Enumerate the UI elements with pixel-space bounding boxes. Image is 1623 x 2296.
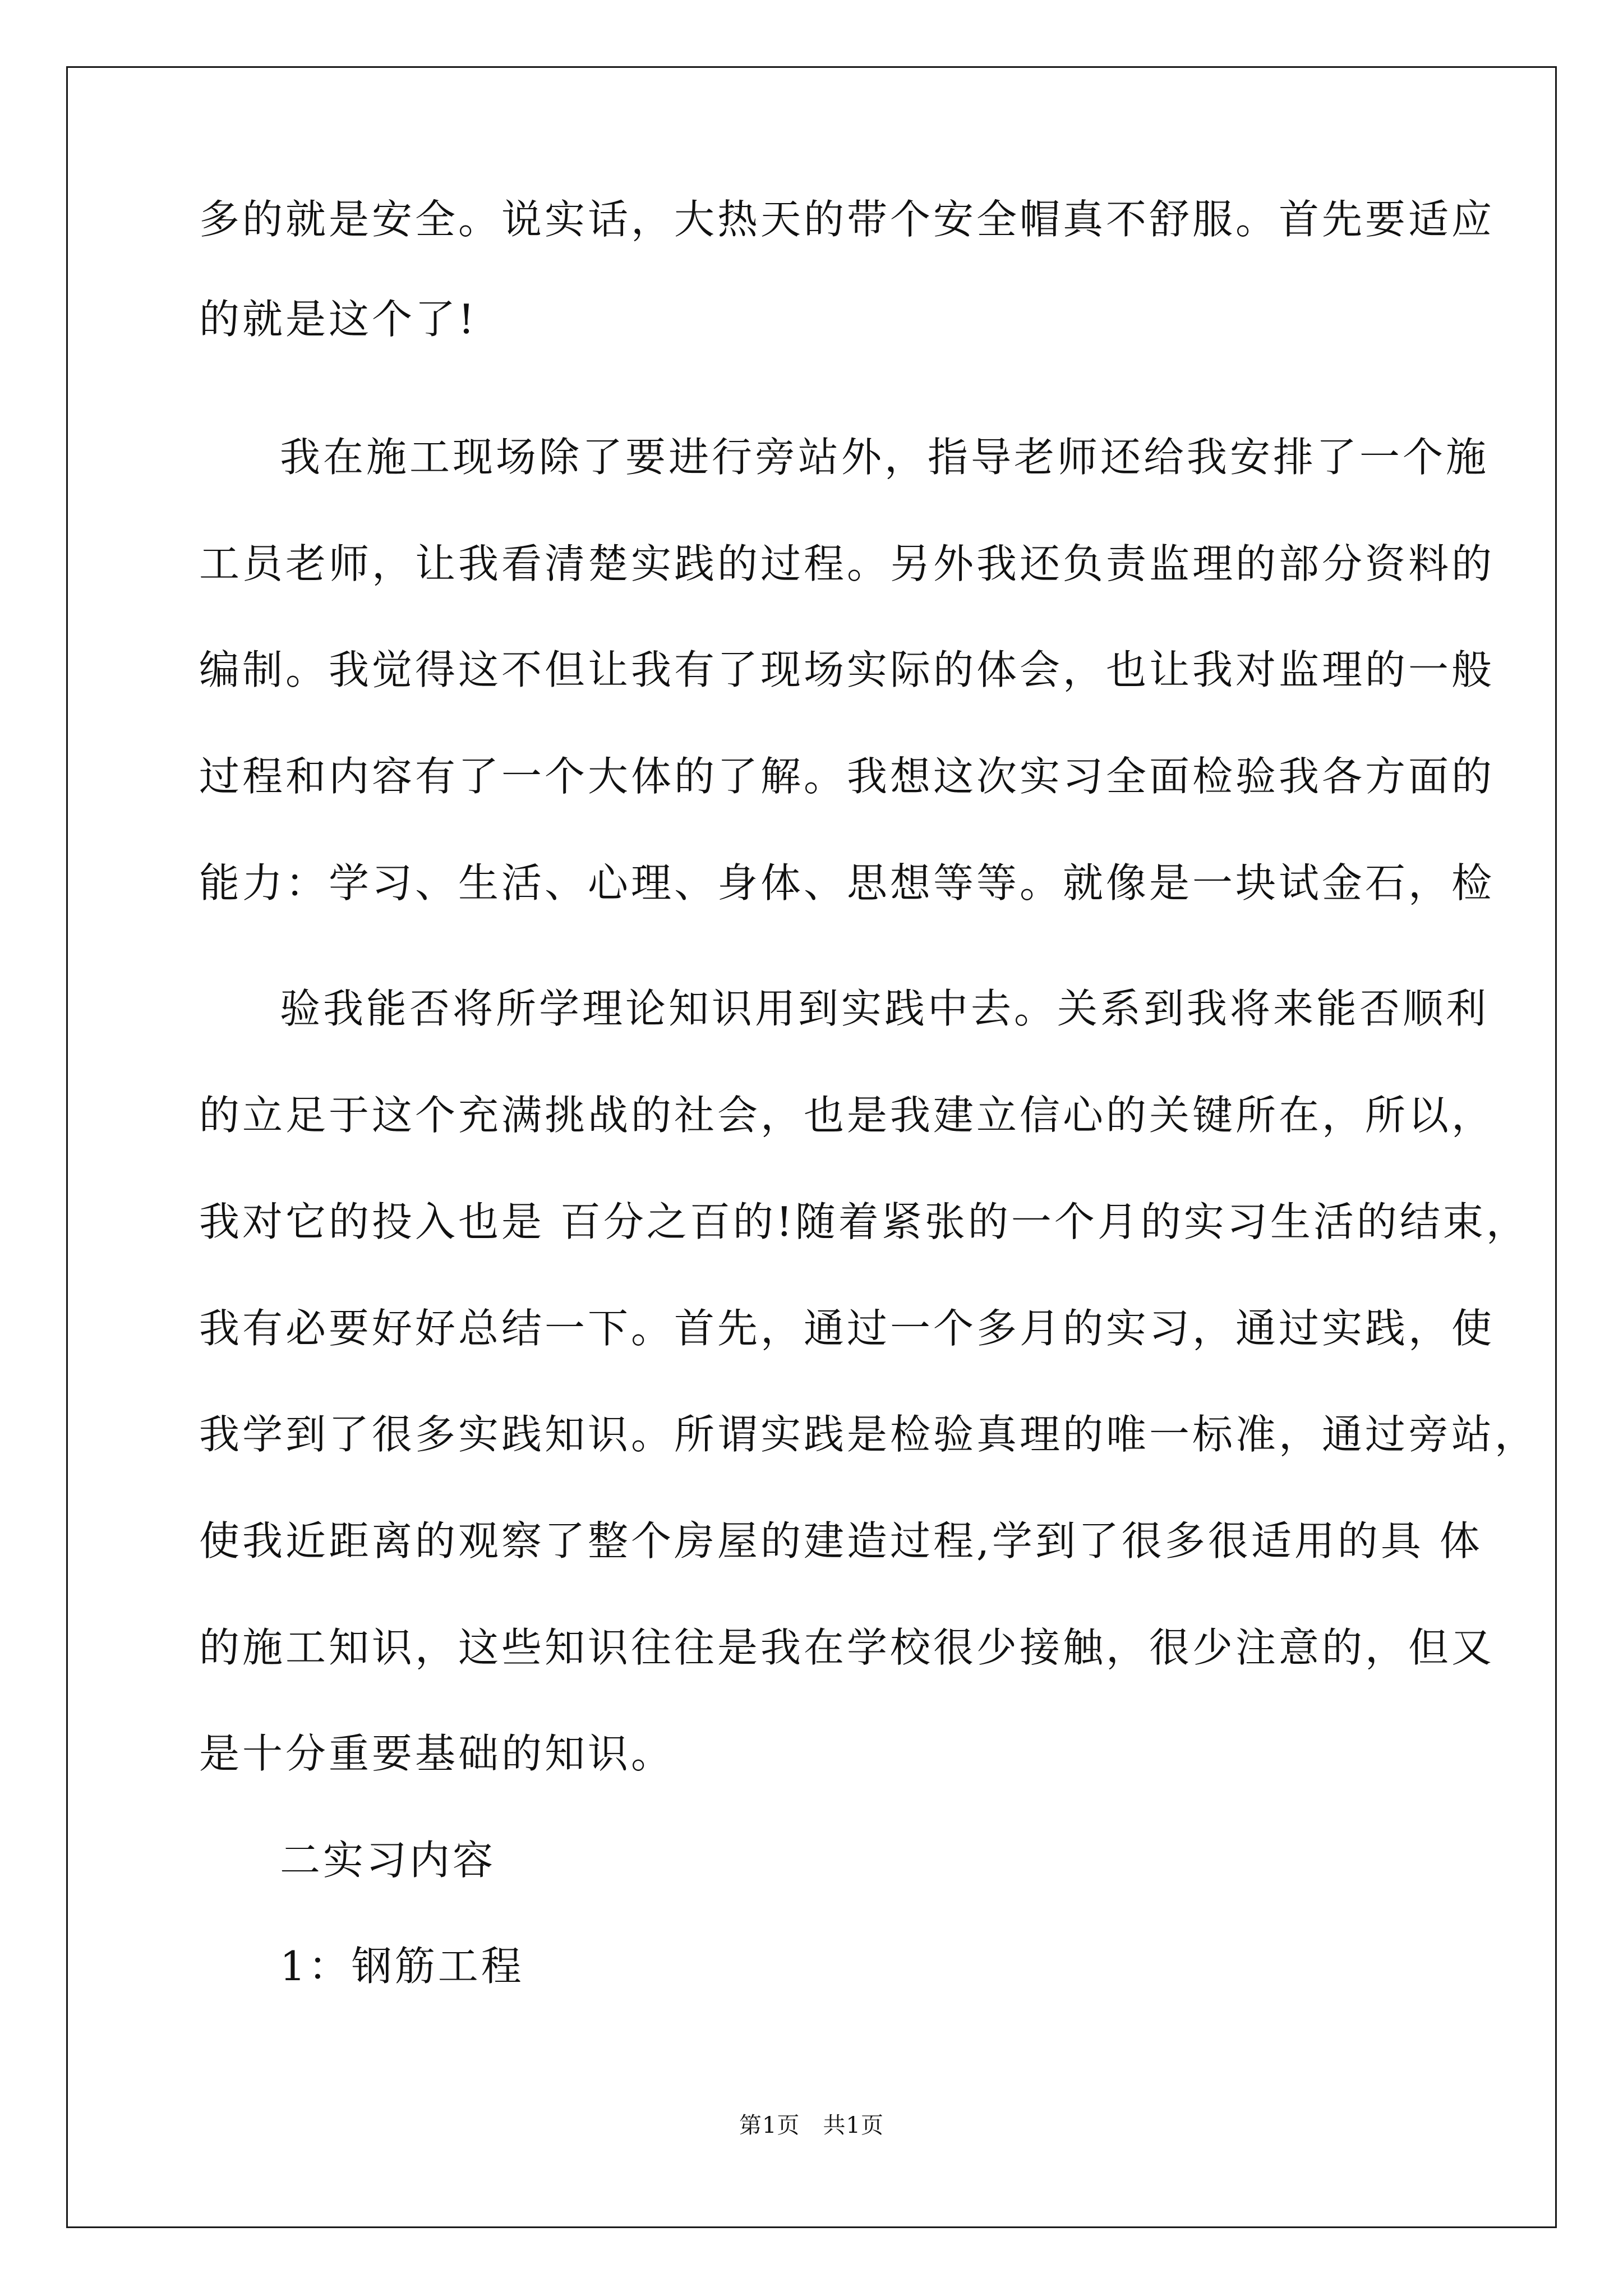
- page-border: [66, 66, 1557, 2228]
- text-line: 多的就是安全。说实话，大热天的带个安全帽真不舒服。首先要适应: [199, 196, 1495, 243]
- text-line: 我学到了很多实践知识。所谓实践是检验真理的唯一标准，通过旁站，: [199, 1411, 1538, 1458]
- text-line: 我对它的投入也是 百分之百的!随着紧张的一个月的实习生活的结束，: [199, 1198, 1529, 1245]
- text-line: 使我近距离的观察了整个房屋的建造过程,学到了很多很适用的具 体: [199, 1517, 1483, 1565]
- paragraph-start-line: 验我能否将所学理论知识用到实践中去。关系到我将来能否顺利: [280, 985, 1490, 1032]
- section-heading: 二实习内容: [280, 1837, 496, 1884]
- text-line: 的就是这个了!: [199, 296, 477, 343]
- text-line: 是十分重要基础的知识。: [199, 1730, 675, 1777]
- text-line: 的立足于这个充满挑战的社会，也是我建立信心的关键所在，所以，: [199, 1092, 1495, 1139]
- text-line: 能力：学习、生活、心理、身体、思想等等。就像是一块试金石，检: [199, 859, 1495, 907]
- text-line: 工员老师，让我看清楚实践的过程。另外我还负责监理的部分资料的: [199, 540, 1495, 587]
- text-line: 的施工知识，这些知识往往是我在学校很少接触，很少注意的，但又: [199, 1624, 1495, 1671]
- subsection-heading: 1：钢筋工程: [280, 1943, 524, 1990]
- page-footer: 第1页 共1页: [739, 2113, 884, 2138]
- text-line: 我有必要好好总结一下。首先，通过一个多月的实习，通过实践，使: [199, 1305, 1495, 1352]
- text-line: 过程和内容有了一个大体的了解。我想这次实习全面检验我各方面的: [199, 753, 1495, 800]
- text-line: 编制。我觉得这不但让我有了现场实际的体会，也让我对监理的一般: [199, 646, 1495, 693]
- paragraph-start-line: 我在施工现场除了要进行旁站外，指导老师还给我安排了一个施: [280, 434, 1490, 481]
